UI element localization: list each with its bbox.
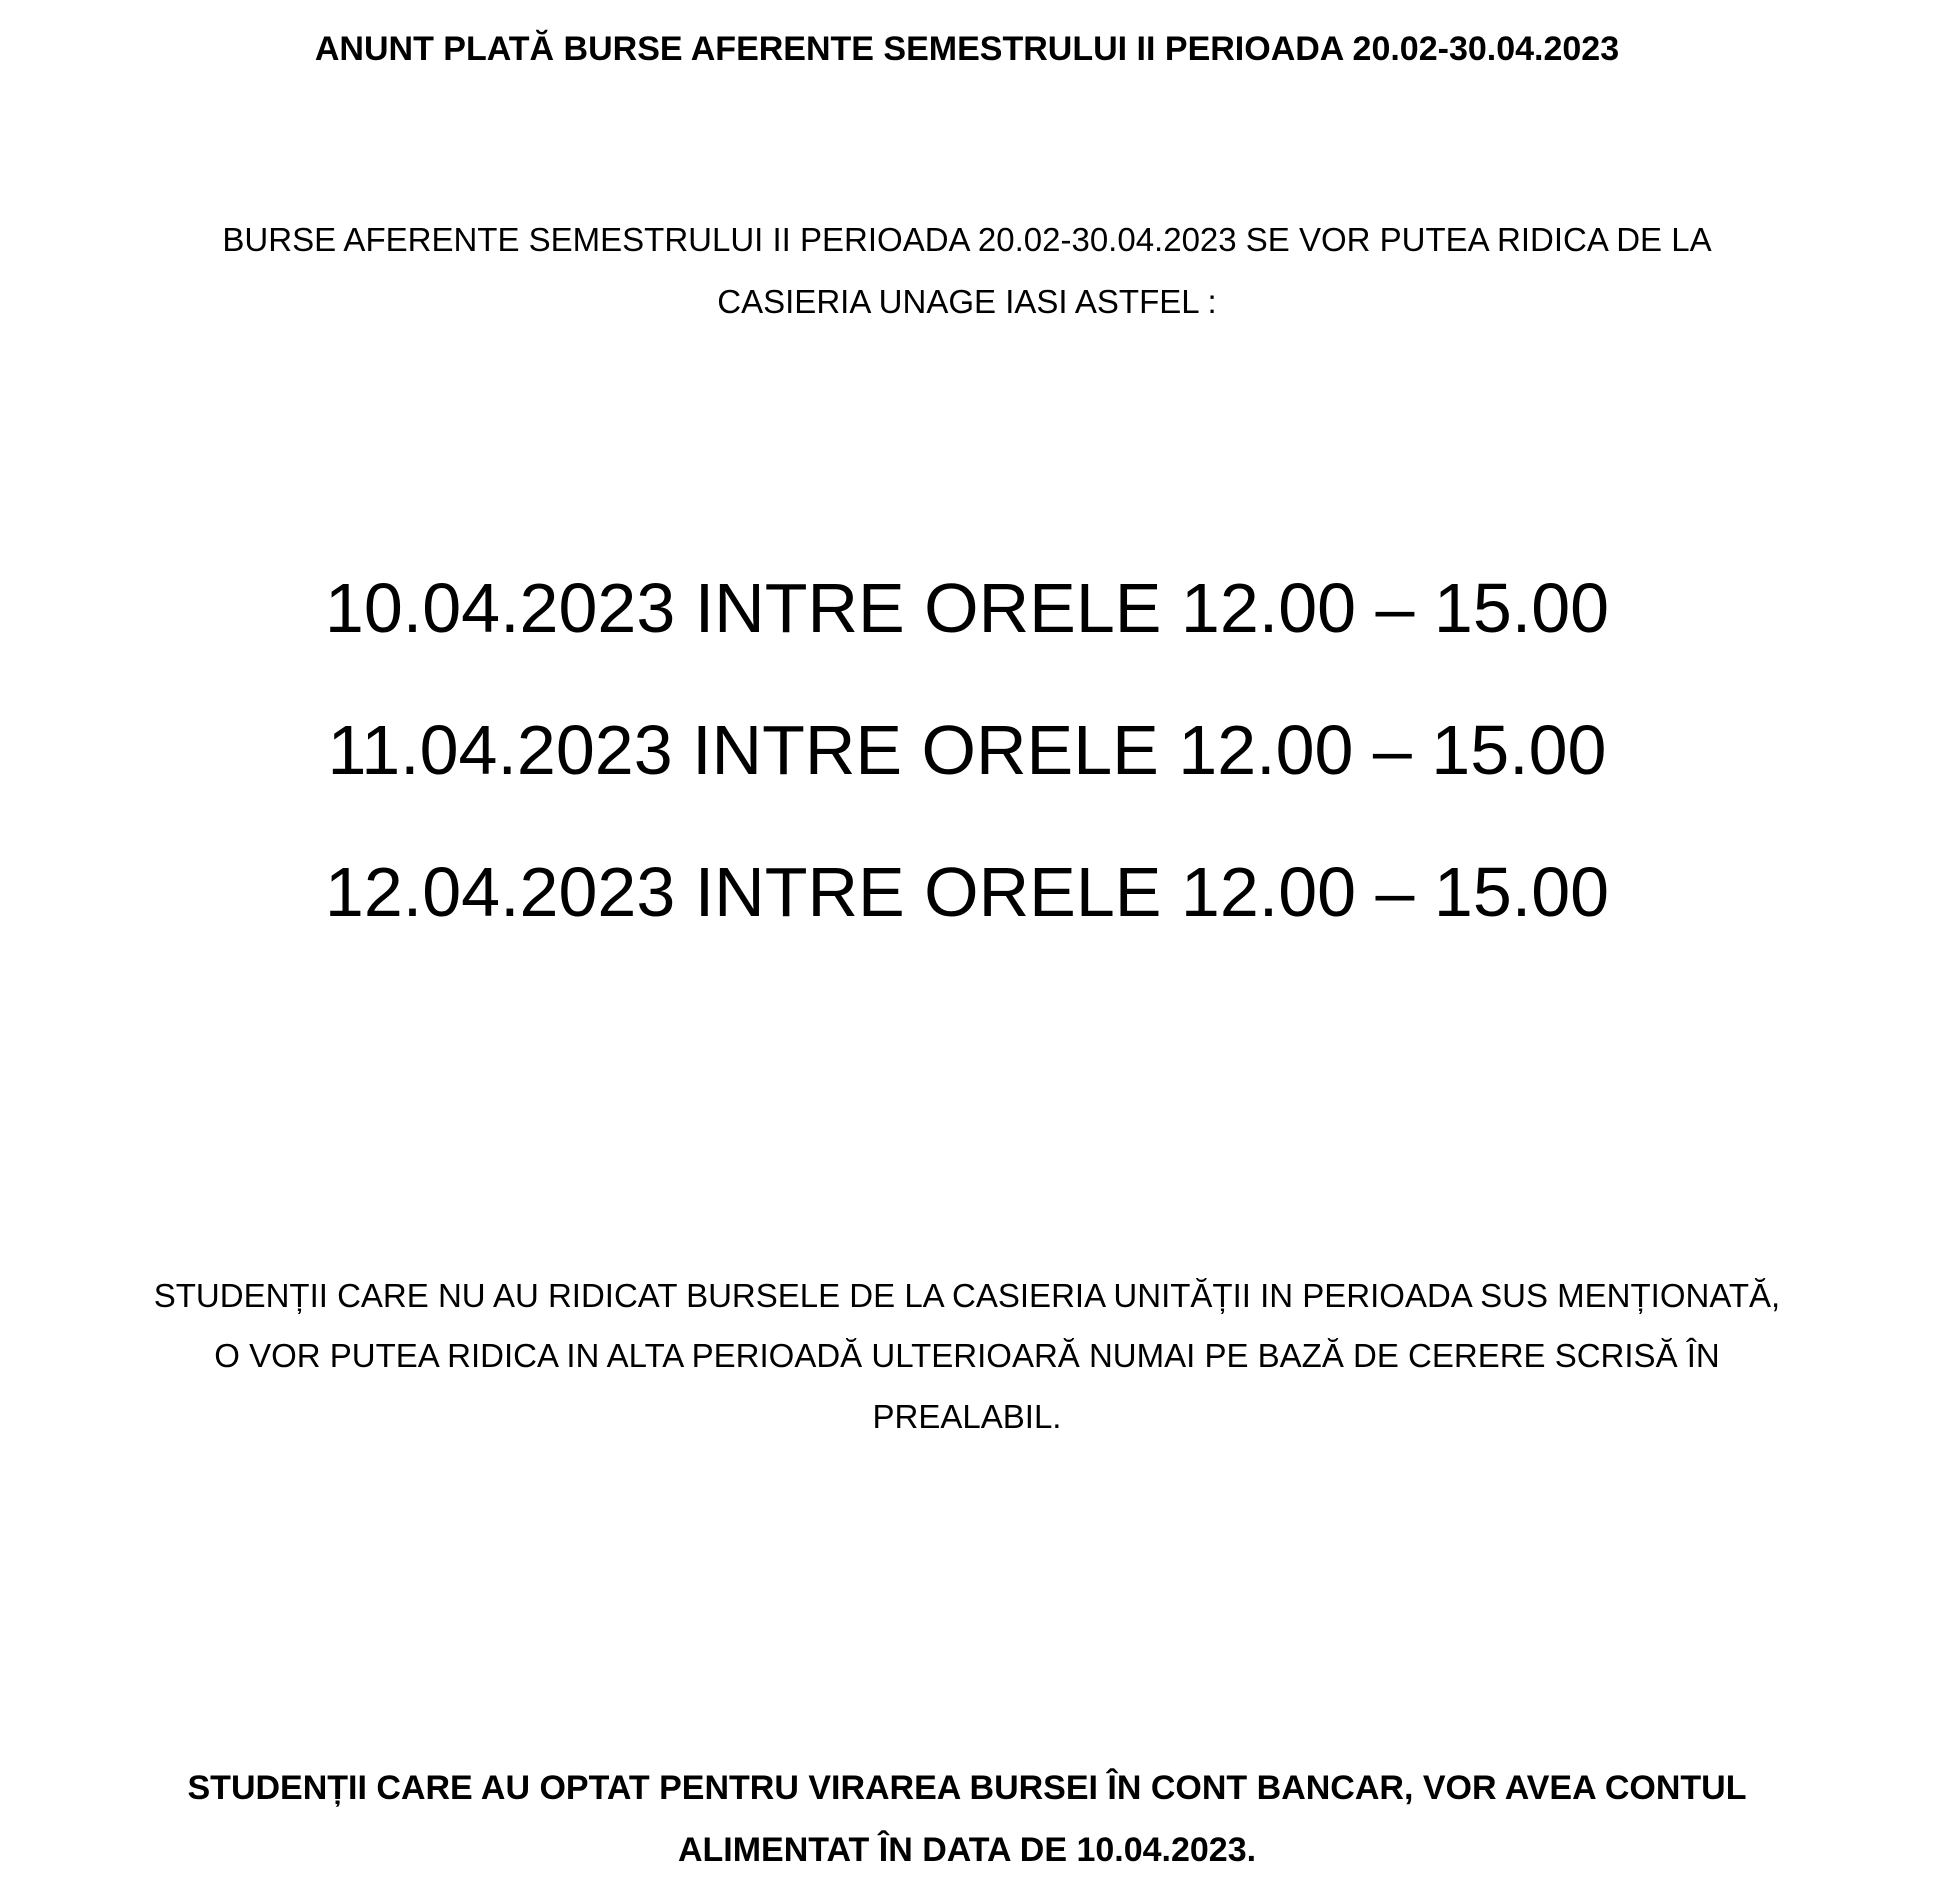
schedule-item-2: 11.04.2023 INTRE ORELE 12.00 – 15.00 — [327, 711, 1607, 789]
intro-line-2: CASIERIA UNAGE IASI ASTFEL : — [717, 283, 1217, 320]
bank-notice-line-2: ALIMENTAT ÎN DATA DE 10.04.2023. — [677, 1831, 1257, 1869]
intro-line-1: BURSE AFERENTE SEMESTRULUI II PERIOADA 20.02-30.04.2023 SE VOR PUTEA RIDICA DE LA — [222, 221, 1712, 258]
schedule-item-3: 12.04.2023 INTRE ORELE 12.00 – 15.00 — [324, 853, 1610, 931]
note-line-2: O VOR PUTEA RIDICA IN ALTA PERIOADĂ ULTERIOARĂ NUMAI PE BAZĂ DE CERERE SCRISĂ ÎN — [214, 1337, 1720, 1374]
note-line-3: PREALABIL. — [872, 1398, 1062, 1435]
schedule-item-1: 10.04.2023 INTRE ORELE 12.00 – 15.00 — [324, 569, 1610, 647]
page-title: ANUNT PLATĂ BURSE AFERENTE SEMESTRULUI II PERIOADA 20.02-30.04.2023 — [314, 30, 1620, 68]
note-line-1: STUDENȚII CARE NU AU RIDICAT BURSELE DE LA CASIERIA UNITĂȚII IN PERIOADA SUS MENȚIONATĂ, — [153, 1277, 1781, 1314]
bank-notice-line-1: STUDENȚII CARE AU OPTAT PENTRU VIRAREA BURSEI ÎN CONT BANCAR, VOR AVEA CONTUL — [187, 1769, 1747, 1807]
